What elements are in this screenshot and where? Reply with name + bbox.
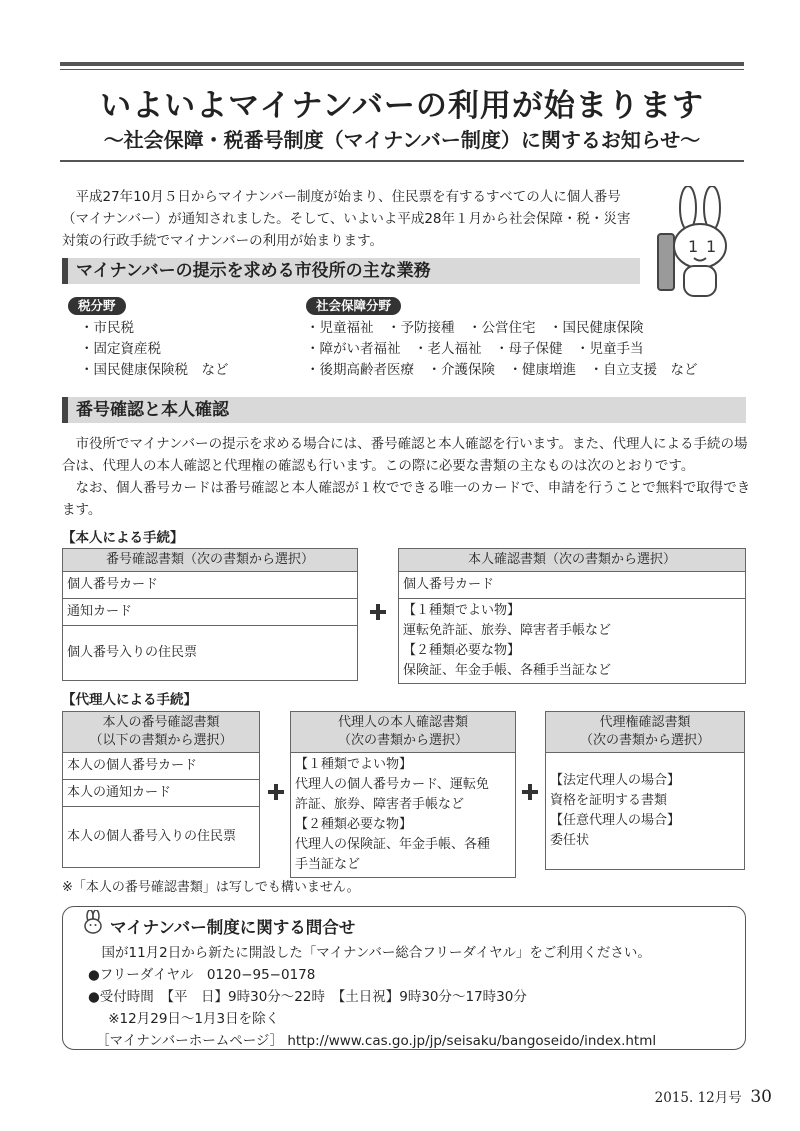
- doc-line: 保険証、年金手帳、各種手当証など: [403, 663, 612, 678]
- table-row: 個人番号入りの住民票: [63, 626, 358, 681]
- list-item: ・後期高齢者医療 ・介護保険 ・健康増進 ・自立支援 など: [306, 362, 698, 378]
- table-row: 本人の通知カード: [63, 780, 260, 807]
- header-line: （次の書類から選択）: [337, 733, 468, 748]
- doc-line: 資格を証明する書類: [550, 793, 668, 808]
- list-item: ・児童福祉 ・予防接種 ・公営住宅 ・国民健康保険: [306, 320, 644, 336]
- doc-line: 代理人の個人番号カード、運転免: [295, 777, 489, 792]
- doc-line: 【任意代理人の場合】: [550, 813, 681, 828]
- header-line: （次の書類から選択）: [579, 733, 710, 748]
- page-title: いよいよマイナンバーの利用が始まります: [100, 88, 704, 124]
- doc-line: 委任状: [550, 833, 590, 848]
- page-footer: [655, 1086, 772, 1107]
- intro-paragraph: [62, 186, 642, 252]
- plus-icon: [522, 784, 538, 800]
- table-header: [63, 712, 260, 753]
- table-row: 本人の個人番号入りの住民票: [63, 807, 260, 868]
- social-field-list: [306, 318, 698, 381]
- table-header: 番号確認書類（次の書類から選択）: [63, 549, 358, 572]
- doc-line: 手当証など: [295, 857, 361, 872]
- doc-line: 【法定代理人の場合】: [550, 773, 681, 788]
- header-line: 本人の番号確認書類: [102, 715, 220, 730]
- table-row: 個人番号カード: [63, 572, 358, 599]
- self-identity-docs-table: [398, 548, 746, 684]
- list-item: ・障がい者福祉 ・老人福祉 ・母子保健 ・児童手当: [306, 341, 644, 357]
- table-row: 通知カード: [63, 599, 358, 626]
- table-row: [546, 753, 745, 870]
- contact-homepage[interactable]: ［マイナンバーホームページ］ http://www.cas.go.jp/jp/seisaku/bangoseido/index.html: [96, 1033, 657, 1049]
- plus-icon: [268, 784, 284, 800]
- doc-line: 運転免許証、旅券、障害者手帳など: [403, 623, 612, 638]
- doc-line: 【１種類でよい物】: [295, 757, 413, 772]
- list-item: ・国民健康保険税 など: [80, 362, 229, 378]
- header-line: 代理人の本人確認書類: [337, 715, 468, 730]
- agent-procedure-label: 【代理人による手続】: [62, 692, 197, 708]
- contact-hours: ●受付時間 【平 日】9時30分〜22時 【土日祝】9時30分〜17時30分: [88, 989, 527, 1005]
- self-procedure-label: 【本人による手続】: [62, 530, 184, 546]
- svg-text:1: 1: [706, 237, 717, 256]
- self-number-docs-table: [62, 548, 358, 681]
- social-field-badge: 社会保障分野: [306, 297, 401, 315]
- verification-text-1: 市役所でマイナンバーの提示を求める場合には、番号確認と本人確認を行います。また、代理人による手続の場合は、代理人の本人確認と代理権の確認も行います。この際に必要な書類の主なものは次のとおりです。: [62, 436, 748, 474]
- verification-text-2: なお、個人番号カードは番号確認と本人確認が１枚でできる唯一のカードで、申請を行うことで無料で取得できます。: [62, 480, 751, 518]
- header-rule-thick: [60, 62, 744, 66]
- doc-line: 【２種類必要な物】: [295, 817, 413, 832]
- agent-identity-docs-table: [290, 711, 516, 878]
- contact-lead: 国が11月2日から新たに開設した「マイナンバー総合フリーダイヤル」をご利用ください。: [101, 945, 651, 961]
- doc-line: 許証、旅券、障害者手帳など: [295, 797, 465, 812]
- doc-line: 【１種類でよい物】: [403, 603, 521, 618]
- table-header: [291, 712, 516, 753]
- photocopy-note: ※「本人の番号確認書類」は写しでも構いません。: [62, 880, 360, 895]
- intro-text: 平成27年10月５日からマイナンバー制度が始まり、住民票を有するすべての人に個人番号（マイナンバー）が通知されました。そして、いよいよ平成28年１月から社会保障・税・災害対策の行政手続でマイナンバーの利用が始まります。: [62, 189, 631, 249]
- doc-line: 代理人の保険証、年金手帳、各種: [295, 837, 491, 852]
- rabbit-mascot-icon: [650, 186, 750, 304]
- table-header: [546, 712, 745, 753]
- svg-text:1: 1: [688, 237, 699, 256]
- page-subtitle: 〜社会保障・税番号制度（マイナンバー制度）に関するお知らせ〜: [103, 128, 701, 152]
- principal-number-docs-table: [62, 711, 260, 868]
- table-row: 本人の個人番号カード: [63, 753, 260, 780]
- list-item: ・市民税: [80, 320, 134, 336]
- authority-docs-table: [545, 711, 745, 870]
- tax-field-badge: 税分野: [68, 297, 126, 315]
- section-heading-verification: 番号確認と本人確認: [62, 397, 746, 423]
- contact-exception: ※12月29日〜1月3日を除く: [108, 1011, 280, 1027]
- page-number: 30: [750, 1087, 772, 1107]
- header-rule-bottom: [60, 160, 744, 162]
- plus-icon: [370, 604, 386, 620]
- table-row: 個人番号カード: [399, 572, 746, 599]
- tax-field-list: [80, 318, 229, 381]
- table-header: 本人確認書類（次の書類から選択）: [399, 549, 746, 572]
- header-rule-thin: [60, 69, 744, 70]
- doc-line: 【２種類必要な物】: [403, 643, 521, 658]
- header-line: （以下の書類から選択）: [89, 733, 233, 748]
- section-heading-business: マイナンバーの提示を求める市役所の主な業務: [62, 258, 640, 284]
- rabbit-mascot-small-icon: [82, 910, 104, 936]
- verification-paragraphs: [62, 433, 752, 521]
- list-item: ・固定資産税: [80, 341, 161, 357]
- contact-body: [88, 942, 656, 1052]
- contact-freedial: ●フリーダイヤル 0120−95−0178: [88, 967, 316, 983]
- contact-title: マイナンバー制度に関する問合せ: [110, 918, 356, 937]
- issue-label: 2015. 12月号: [654, 1090, 742, 1106]
- header-line: 代理権確認書類: [599, 715, 691, 730]
- table-row: [291, 753, 516, 878]
- table-row: [399, 599, 746, 684]
